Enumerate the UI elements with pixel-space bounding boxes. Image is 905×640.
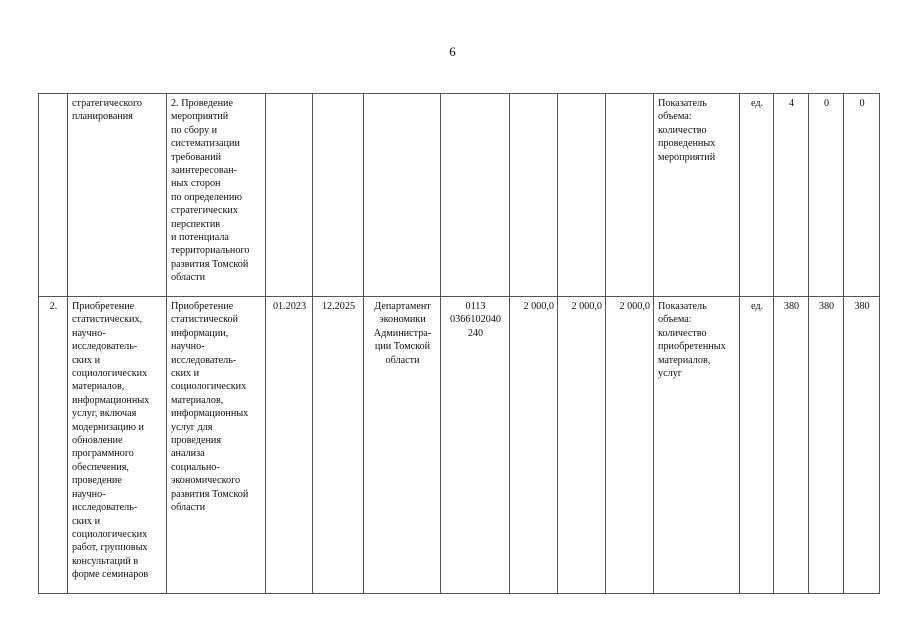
amount-cell	[510, 94, 558, 297]
program-table	[38, 93, 880, 594]
value-cell: 380	[809, 297, 844, 594]
amount-cell	[558, 94, 606, 297]
value-cell: 380	[774, 297, 809, 594]
row-number: 2.	[39, 297, 68, 594]
kbk-cell: 0113 0366102040 240	[441, 297, 510, 594]
end-date-cell	[313, 94, 364, 297]
value-cell: 4	[774, 94, 809, 297]
measure-cell: 2. Проведение мероприятий по сбору и систематизации требований заинтересован- ных сторон по определению стратегических перспектив и потенциала территориального развития Томской области	[167, 94, 266, 297]
amount-cell: 2 000,0	[606, 297, 654, 594]
amount-cell: 2 000,0	[558, 297, 606, 594]
measure-cell: Приобретение статистической информации, научно- исследователь- ских и социологических материалов, информационных услуг для проведения анализа социально- экономического развития Томской области	[167, 297, 266, 594]
executor-cell: Департамент экономики Администра- ции Томской области	[364, 297, 441, 594]
task-cell: Приобретение статистических, научно- исследователь- ских и социологических материалов, информационных услуг, включая модернизацию и обновление программного обеспечения, проведение научно- исследователь- ских и социологических работ, групповых консультаций в форме семинаров	[68, 297, 167, 594]
row-number	[39, 94, 68, 297]
value-cell: 0	[809, 94, 844, 297]
executor-cell	[364, 94, 441, 297]
page-number: 6	[449, 44, 456, 59]
unit-cell: ед.	[740, 94, 774, 297]
indicator-cell: Показатель объема: количество проведенных мероприятий	[654, 94, 740, 297]
end-date-cell: 12.2025	[313, 297, 364, 594]
indicator-cell: Показатель объема: количество приобретенных материалов, услуг	[654, 297, 740, 594]
value-cell: 0	[844, 94, 880, 297]
amount-cell	[606, 94, 654, 297]
table-row	[39, 94, 880, 297]
start-date-cell: 01.2023	[266, 297, 313, 594]
kbk-cell	[441, 94, 510, 297]
amount-cell: 2 000,0	[510, 297, 558, 594]
table-row	[39, 297, 880, 594]
start-date-cell	[266, 94, 313, 297]
task-cell: стратегического планирования	[68, 94, 167, 297]
value-cell: 380	[844, 297, 880, 594]
unit-cell: ед.	[740, 297, 774, 594]
